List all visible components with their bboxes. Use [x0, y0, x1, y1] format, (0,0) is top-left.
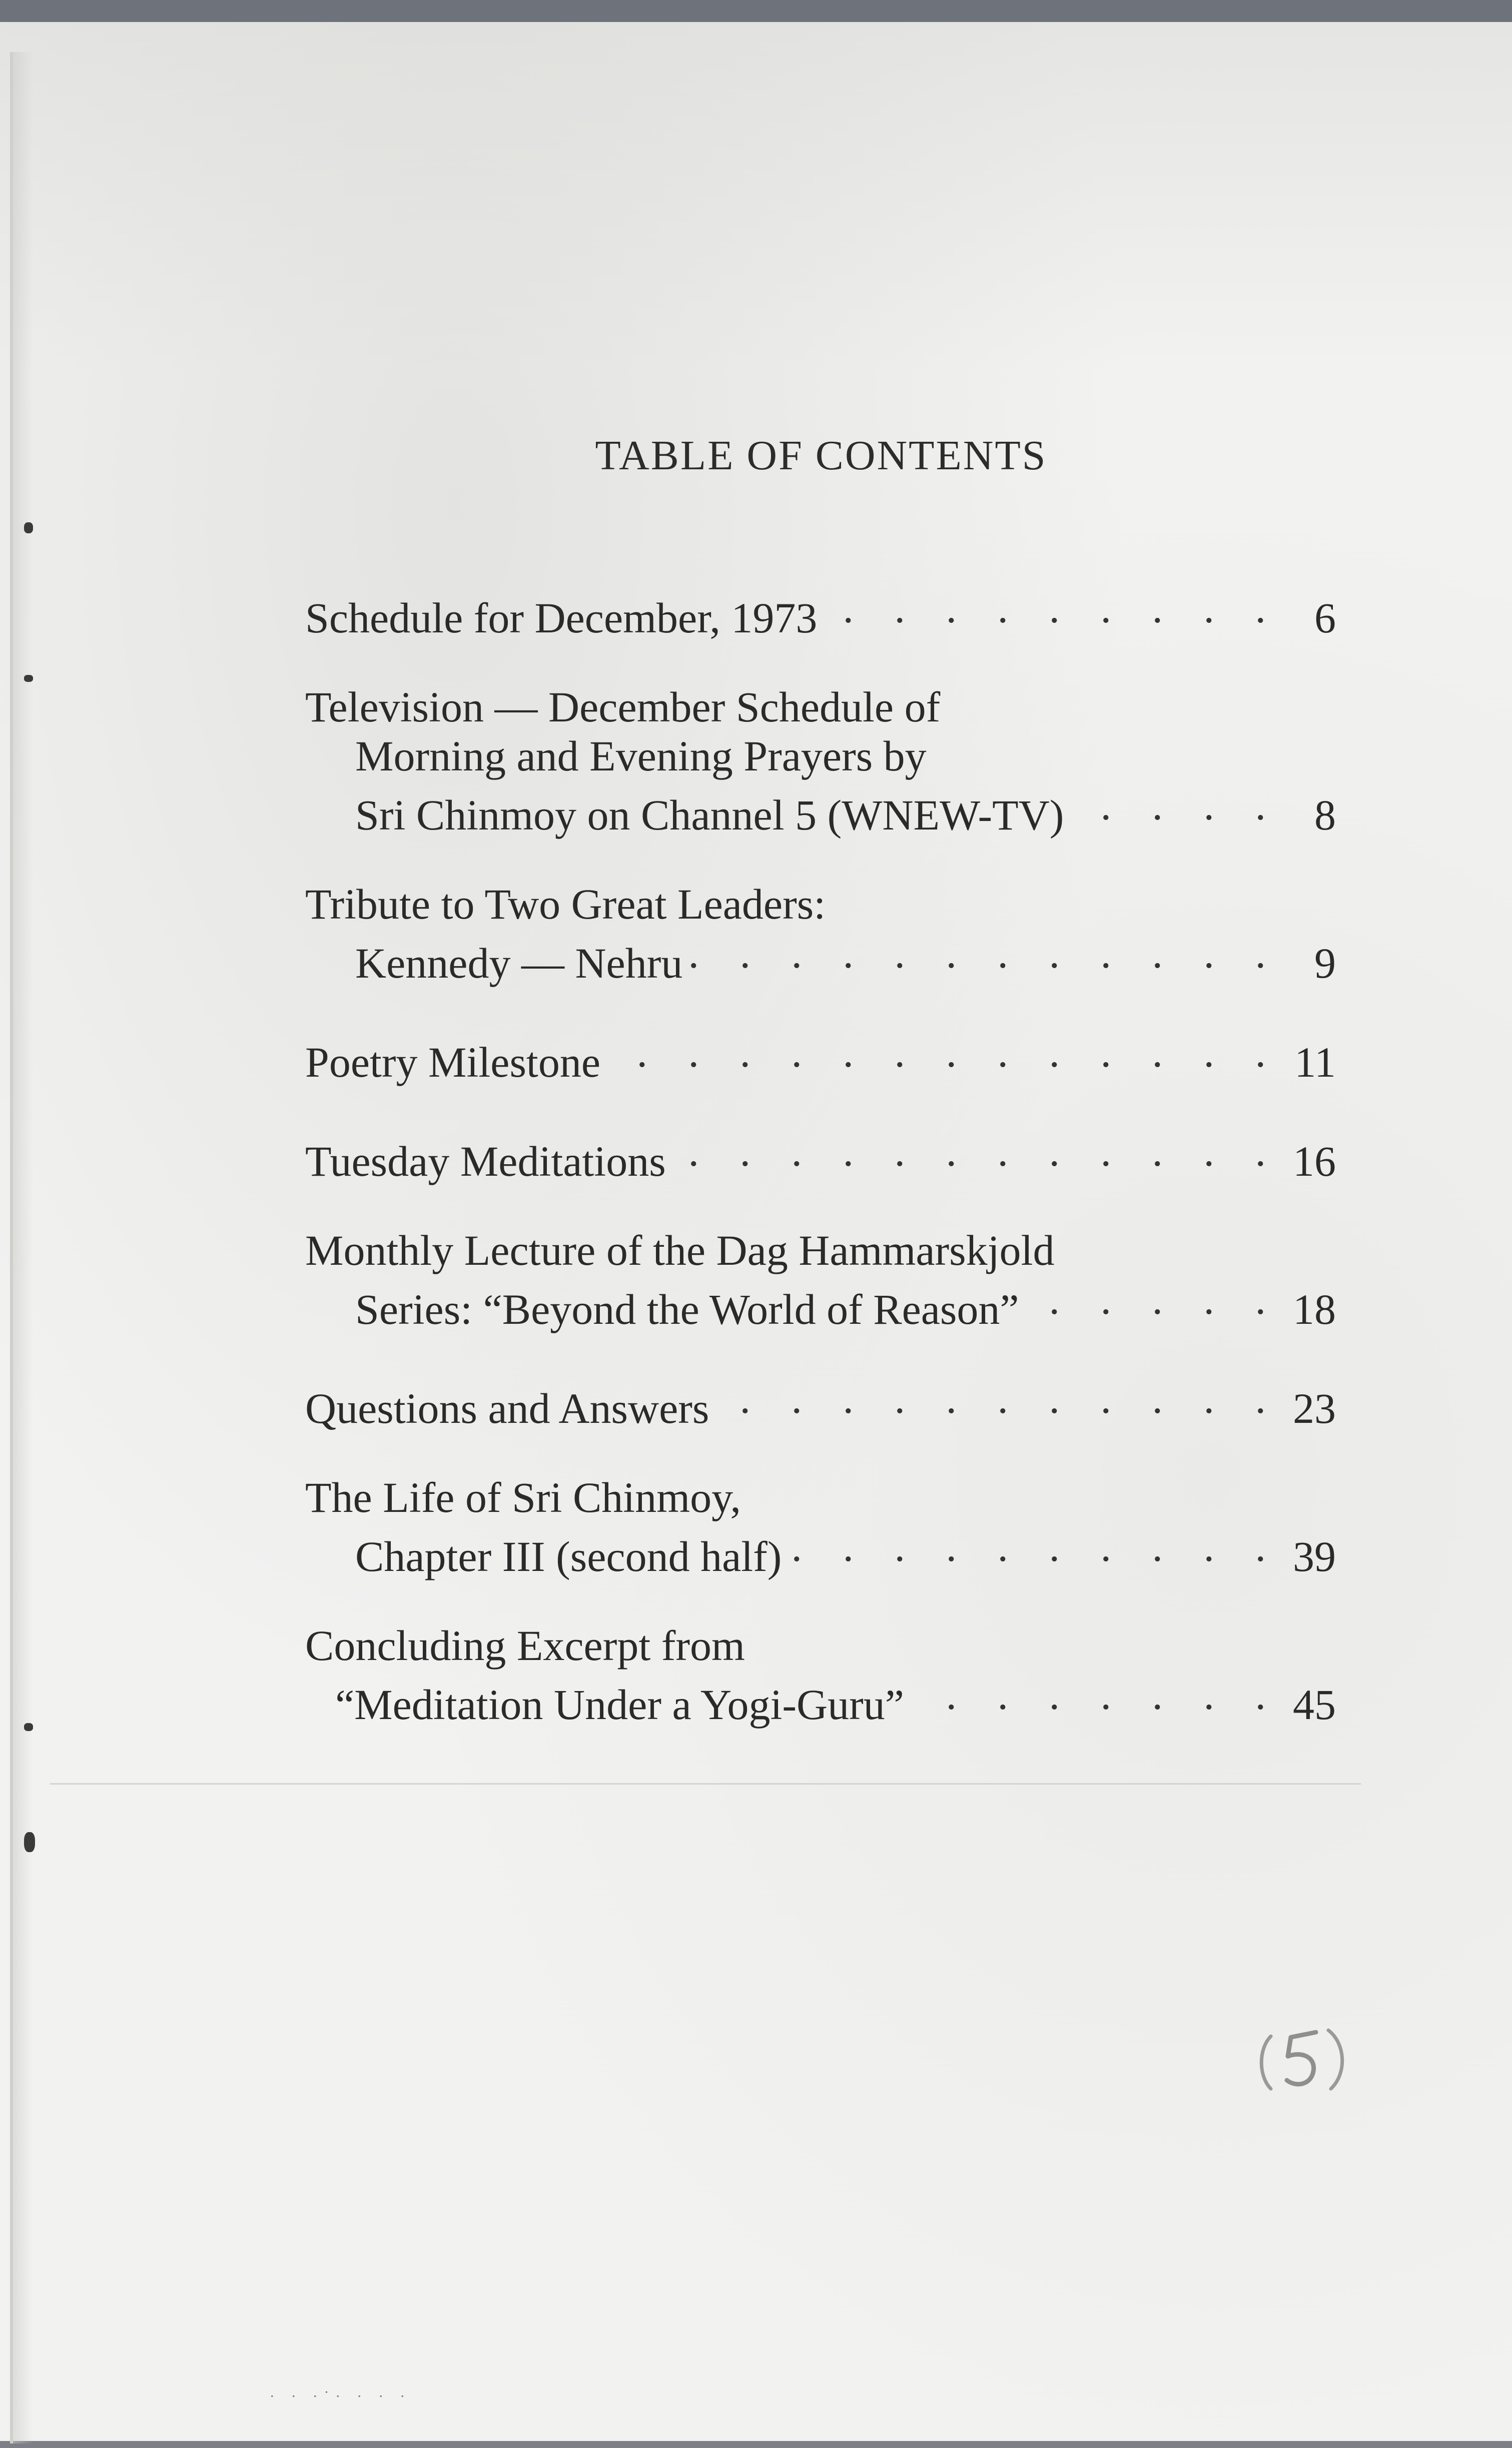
entry-title-line: Monthly Lecture of the Dag Hammarskjold: [305, 1226, 1055, 1274]
binding-mark: [24, 1723, 33, 1731]
toc-entry: [305, 1621, 1336, 1729]
toc-entry: [305, 1374, 1336, 1432]
entry-page-number: 11: [1294, 1038, 1336, 1086]
scan-top-border: [0, 0, 1512, 22]
entry-title-line: Sri Chinmoy on Channel 5 (WNEW-TV): [355, 791, 1064, 839]
dot-leader: [904, 1670, 1281, 1719]
entry-title-line: Series: “Beyond the World of Reason”: [355, 1285, 1019, 1333]
entry-title-line: Chapter III (second half): [355, 1532, 782, 1580]
entry-page-number: 45: [1293, 1681, 1336, 1729]
dot-leader: [709, 1374, 1281, 1423]
entry-title-line: Concluding Excerpt from: [305, 1621, 745, 1670]
dot-leader: [666, 1127, 1281, 1176]
entry-title-line: The Life of Sri Chinmoy,: [305, 1473, 741, 1521]
dot-leader: [782, 1522, 1281, 1571]
entry-page-number: 39: [1293, 1532, 1336, 1580]
toc-entry: [305, 1226, 1336, 1333]
binding-mark: [24, 675, 33, 682]
dot-leader: [1064, 780, 1281, 830]
entry-title-line: Television — December Schedule of: [305, 683, 941, 731]
entry-title-line: Schedule for December, 1973: [305, 594, 818, 642]
entry-title-line: Poetry Milestone: [305, 1038, 600, 1086]
entry-page-number: 16: [1293, 1137, 1336, 1185]
entry-title-line: Morning and Evening Prayers by: [355, 732, 927, 780]
handwritten-page-number: [1256, 2021, 1356, 2096]
toc-entry: [305, 1127, 1336, 1185]
table-of-contents: [305, 583, 1336, 1769]
entry-page-number: 9: [1314, 939, 1336, 987]
scan-specks: . . .·. . . .: [270, 2384, 411, 2400]
entry-title-line: “Meditation Under a Yogi-Guru”: [335, 1681, 904, 1729]
toc-entry: [305, 880, 1336, 987]
page-crease: [50, 1783, 1361, 1785]
dot-leader: [1019, 1275, 1281, 1324]
page-title: TABLE OF CONTENTS: [595, 432, 1047, 479]
dot-leader: [817, 583, 1281, 632]
binding-mark: [24, 522, 33, 533]
binding-edge: [10, 52, 33, 2443]
entry-page-number: 23: [1293, 1384, 1336, 1432]
toc-entry: [305, 583, 1336, 642]
entry-title-line: Questions and Answers: [305, 1384, 709, 1432]
entry-title-line: Tribute to Two Great Leaders:: [305, 880, 826, 928]
entry-page-number: 6: [1314, 594, 1336, 642]
entry-page-number: 8: [1314, 791, 1336, 839]
entry-page-number: 18: [1293, 1285, 1336, 1333]
entry-title-line: Tuesday Meditations: [305, 1137, 666, 1185]
toc-entry: [305, 1473, 1336, 1580]
binding-mark: [24, 1832, 35, 1852]
entry-title-line: Kennedy — Nehru: [355, 939, 683, 987]
toc-entry: [305, 682, 1336, 839]
dot-leader: [600, 1028, 1281, 1077]
dot-leader: [682, 929, 1281, 978]
toc-entry: [305, 1028, 1336, 1086]
